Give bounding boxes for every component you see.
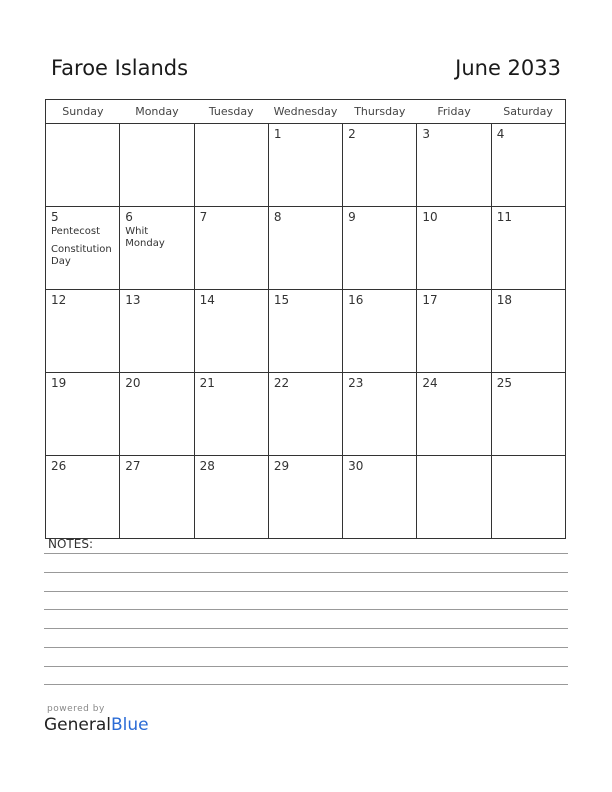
- day-number: 15: [273, 293, 290, 307]
- day-cell: [120, 373, 194, 456]
- day-cell: [491, 373, 565, 456]
- day-cell: [268, 207, 342, 290]
- day-number: 30: [348, 459, 364, 473]
- day-number: 18: [496, 293, 512, 307]
- day-cell: [46, 456, 120, 539]
- day-number: 26: [51, 459, 67, 473]
- weekday-header: Tuesday: [194, 100, 268, 124]
- day-number: 8: [273, 210, 282, 224]
- calendar-country-title: Faroe Islands: [51, 56, 189, 80]
- week-row: [46, 207, 566, 290]
- day-cell: [343, 207, 417, 290]
- day-cell: [120, 290, 194, 373]
- notes-line: [44, 609, 568, 610]
- day-number: 10: [422, 210, 438, 224]
- day-number: 9: [348, 210, 356, 224]
- day-number: 20: [125, 376, 141, 390]
- week-row: [46, 373, 566, 456]
- day-cell: [417, 207, 491, 290]
- day-cell: [417, 456, 491, 539]
- day-cell: [194, 290, 268, 373]
- week-row: [46, 124, 566, 207]
- weekday-header: Sunday: [46, 100, 120, 124]
- day-cell: [46, 124, 120, 207]
- day-cell: [491, 456, 565, 539]
- day-cell: [120, 456, 194, 539]
- day-cell: [268, 373, 342, 456]
- day-cell: [417, 124, 491, 207]
- day-number: 23: [348, 376, 364, 390]
- day-number: 7: [199, 210, 208, 224]
- notes-line: [44, 591, 568, 592]
- day-number: 14: [199, 293, 215, 307]
- notes-line: [44, 666, 568, 667]
- day-cell: [268, 290, 342, 373]
- day-cell: [120, 207, 194, 290]
- day-number: 29: [273, 459, 290, 473]
- day-number: 28: [199, 459, 215, 473]
- day-cell: [417, 373, 491, 456]
- calendar-month-title: June 2033: [455, 56, 561, 80]
- notes-line: [44, 647, 568, 648]
- day-cell: [194, 124, 268, 207]
- holiday-label: Pentecost: [51, 226, 100, 237]
- generalblue-logo: [44, 704, 149, 735]
- day-number: 3: [422, 127, 431, 141]
- day-number: 16: [348, 293, 364, 307]
- week-row: [46, 290, 566, 373]
- day-cell: [268, 124, 342, 207]
- day-cell: [46, 290, 120, 373]
- day-cell: [343, 290, 417, 373]
- day-cell: [343, 456, 417, 539]
- day-cell: [120, 124, 194, 207]
- notes-line: [44, 684, 568, 685]
- day-number: 27: [125, 459, 141, 473]
- notes-line: [44, 553, 568, 554]
- day-cell: [343, 373, 417, 456]
- weekday-header: Thursday: [343, 100, 417, 124]
- day-number: 24: [422, 376, 438, 390]
- notes-label: NOTES:: [48, 537, 93, 551]
- notes-line: [44, 572, 568, 573]
- brand-blue: Blue: [111, 715, 149, 735]
- week-row: [46, 456, 566, 539]
- powered-by-text: powered by: [47, 704, 105, 714]
- day-cell: [46, 207, 120, 290]
- weekday-header-row: [46, 100, 566, 124]
- day-cell: [194, 456, 268, 539]
- day-number: 12: [51, 293, 67, 307]
- holiday-label: Whit Monday: [125, 226, 165, 249]
- day-number: 21: [199, 376, 215, 390]
- brand-name: [44, 715, 149, 735]
- holiday-label: Constitution Day: [51, 244, 112, 267]
- day-cell: [268, 456, 342, 539]
- day-cell: [417, 290, 491, 373]
- weekday-header: Friday: [417, 100, 491, 124]
- day-cell: [491, 207, 565, 290]
- weekday-header: Monday: [120, 100, 194, 124]
- calendar-grid: [45, 99, 566, 539]
- day-number: 25: [496, 376, 512, 390]
- day-number: 2: [348, 127, 356, 141]
- day-number: 19: [51, 376, 67, 390]
- day-number: 6: [125, 210, 133, 224]
- day-number: 11: [496, 210, 512, 224]
- day-number: 4: [496, 127, 505, 141]
- day-cell: [46, 373, 120, 456]
- day-number: 1: [273, 127, 282, 141]
- day-cell: [194, 207, 268, 290]
- weekday-header: Wednesday: [268, 100, 342, 124]
- day-number: 5: [51, 210, 59, 224]
- day-number: 22: [273, 376, 290, 390]
- day-cell: [491, 124, 565, 207]
- weekday-header: Saturday: [491, 100, 565, 124]
- day-cell: [194, 373, 268, 456]
- day-number: 17: [422, 293, 438, 307]
- day-cell: [491, 290, 565, 373]
- notes-line: [44, 628, 568, 629]
- day-number: 13: [125, 293, 141, 307]
- brand-general: General: [44, 715, 111, 735]
- day-cell: [343, 124, 417, 207]
